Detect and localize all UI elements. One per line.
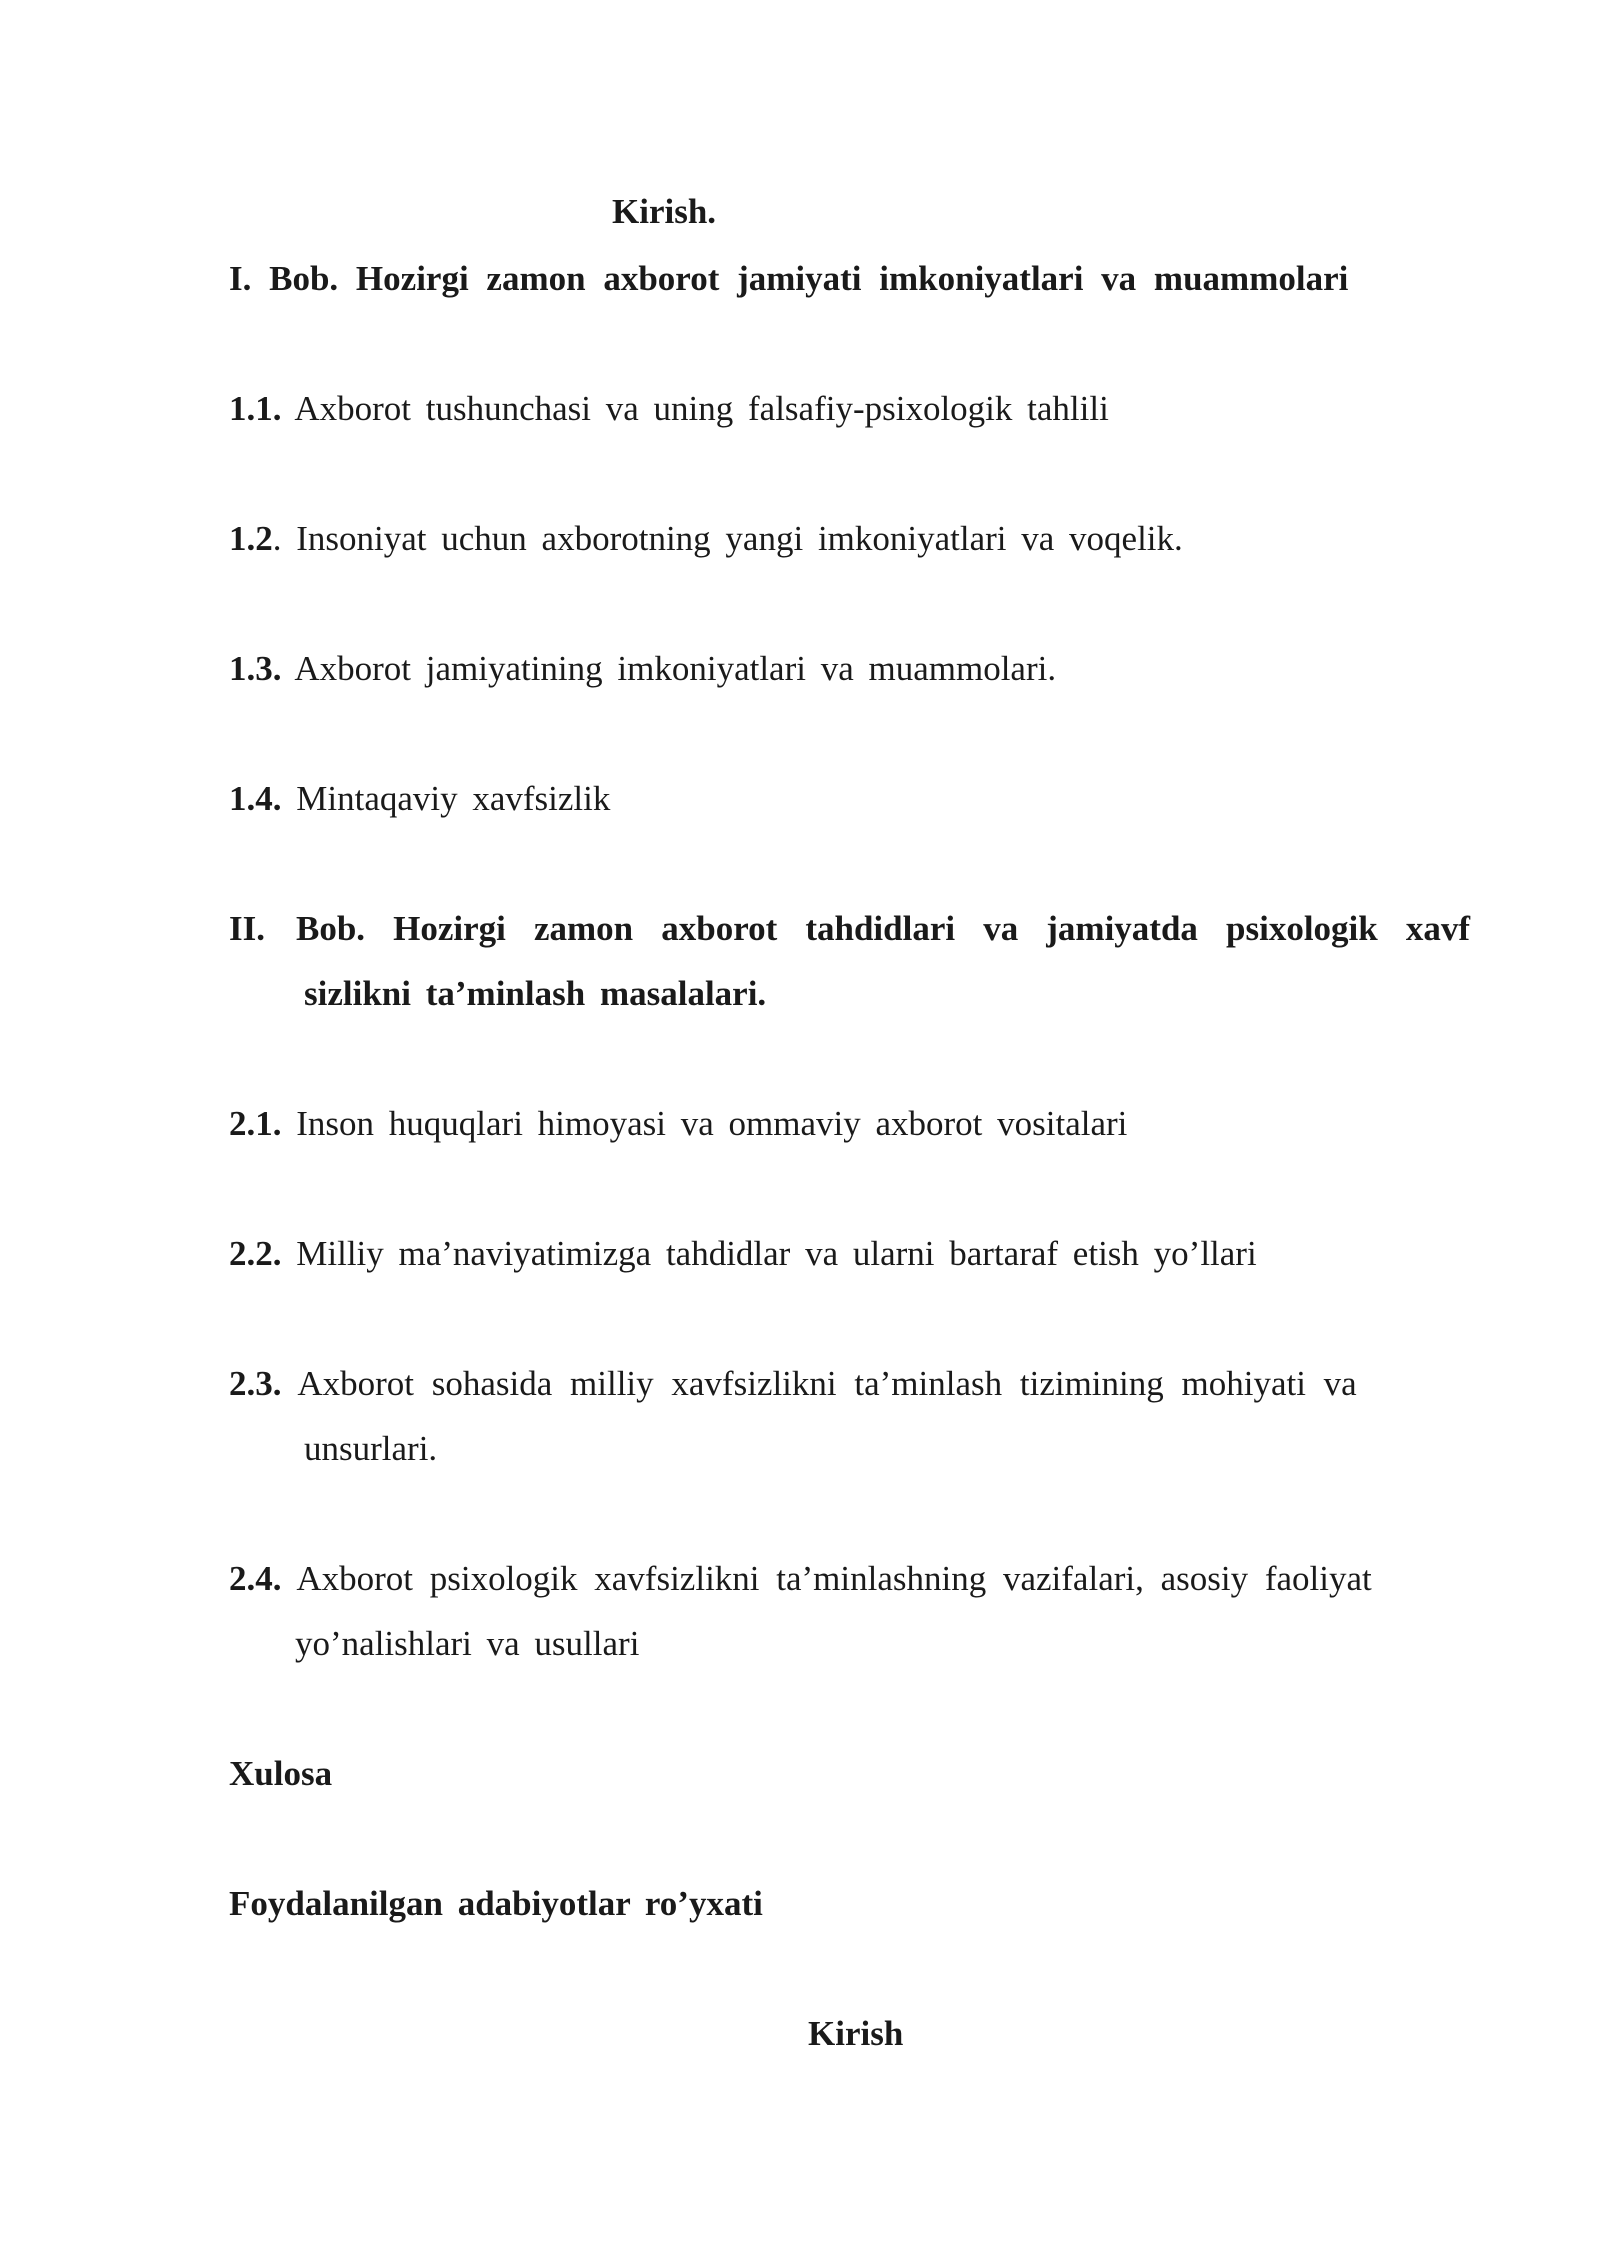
chapter-2-title-line-2: sizlikni ta’minlash masalalari. bbox=[304, 974, 767, 1013]
toc-item-text: Milliy ma’naviyatimizga tahdidlar va ularni bartaraf etish yo’llari bbox=[296, 1234, 1257, 1273]
toc-item-2-4-continuation: yo’nalishlari va usullari bbox=[295, 1624, 640, 1663]
toc-item-text: . Insoniyat uchun axborotning yangi imkoniyatlari va voqelik. bbox=[272, 519, 1183, 558]
toc-item-1-3 bbox=[229, 647, 1056, 691]
toc-item-2-4 bbox=[229, 1557, 1372, 1601]
toc-item-number: 2.4. bbox=[229, 1559, 282, 1598]
toc-conclusion: Xulosa bbox=[229, 1754, 333, 1793]
toc-intro: Kirish. bbox=[612, 192, 717, 231]
toc-item-text: Inson huquqlari himoyasi va ommaviy axborot vositalari bbox=[296, 1104, 1128, 1143]
chapter-2-title-line-1: Bob. Hozirgi zamon axborot tahdidlari va jamiyatda psixologik xavf bbox=[296, 909, 1470, 948]
toc-item-number: 1.1. bbox=[229, 389, 282, 428]
toc-item-text: Axborot jamiyatining imkoniyatlari va muammolari. bbox=[294, 649, 1057, 688]
toc-item-1-4 bbox=[229, 777, 610, 821]
toc-item-text: Axborot psixologik xavfsizlikni ta’minlashning vazifalari, asosiy faoliyat bbox=[296, 1559, 1372, 1598]
toc-item-1-2 bbox=[229, 517, 1183, 561]
toc-item-2-2 bbox=[229, 1232, 1257, 1276]
toc-item-2-1 bbox=[229, 1102, 1127, 1146]
toc-references: Foydalanilgan adabiyotlar ro’yxati bbox=[229, 1884, 763, 1923]
toc-item-1-1 bbox=[229, 387, 1109, 431]
toc-item-number: 2.3. bbox=[229, 1364, 282, 1403]
toc-item-text: Axborot sohasida milliy xavfsizlikni ta’minlash tizimining mohiyati va bbox=[297, 1364, 1357, 1403]
toc-item-number: 2.1. bbox=[229, 1104, 282, 1143]
toc-item-number: 1.4. bbox=[229, 779, 282, 818]
toc-item-text: Mintaqaviy xavfsizlik bbox=[296, 779, 611, 818]
chapter-2-number: II. bbox=[229, 909, 265, 948]
chapter-1-title: I. Bob. Hozirgi zamon axborot jamiyati imkoniyatlari va muammolari bbox=[229, 259, 1349, 298]
toc-item-number: 2.2. bbox=[229, 1234, 282, 1273]
toc-item-text: Axborot tushunchasi va uning falsafiy-psixologik tahlili bbox=[294, 389, 1109, 428]
toc-item-2-3 bbox=[229, 1362, 1357, 1406]
toc-item-number: 1.2 bbox=[229, 519, 273, 558]
toc-item-2-3-continuation: unsurlari. bbox=[304, 1429, 438, 1468]
toc-item-number: 1.3. bbox=[229, 649, 282, 688]
section-heading-intro: Kirish bbox=[808, 2014, 904, 2053]
